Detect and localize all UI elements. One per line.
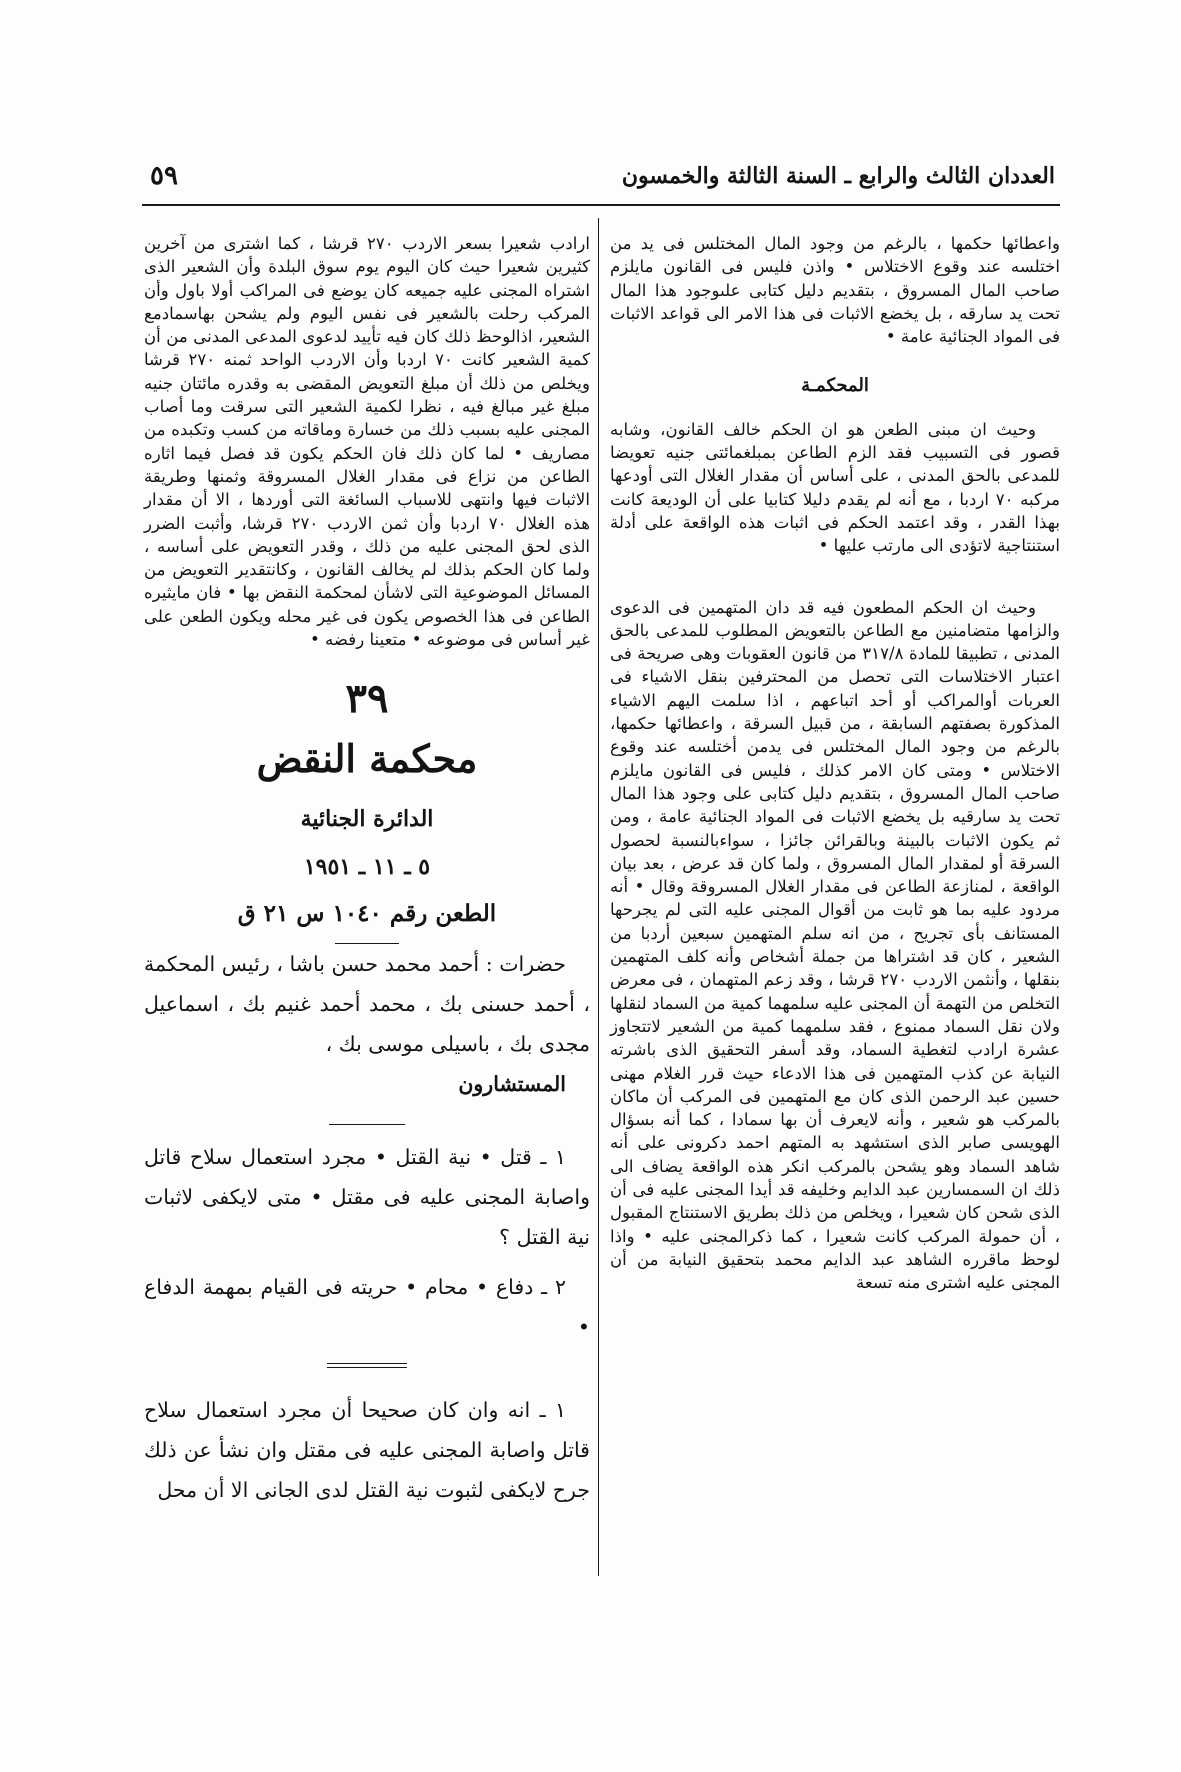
principle-1: ١ ـ انه وان كان صحيحا أن مجرد استعمال سلاح قاتل واصابة المجنى عليه فى مقتل وان نشأ عن ذلك جرح لايكفى لثبوت نية القتل لدى الجانى الا أن محل: [144, 1398, 590, 1503]
right-paragraph-2: وحيث ان مبنى الطعن هو ان الحكم خالف القانون، وشابه قصور فى التسبيب فقد الزم الطاعن بمبلغمائتى جنيه تعويضا للمدعى بالحق المدنى ، على أساس أن مقدار الغلال التى أودعها مركبه ٧٠ اردبا ، مع أنه لم يقدم دليلا كتابيا على أن الوديعة كانت بهذا القدر ، وقد اعتمد الحكم فى اثبات هذه الواقعة على أدلة استنتاجية لاتؤدى الى مارتب عليها •: [610, 419, 1061, 556]
counsellors-label: المستشارون: [458, 1072, 566, 1097]
running-header: [150, 163, 1055, 199]
case-date: ٥ ـ ١١ ـ ١٩٥١: [303, 854, 431, 881]
running-title: العددان الثالث والرابع ـ السنة الثالثة والخمسون: [621, 163, 1055, 189]
case-heading: [144, 671, 590, 944]
summary-item-2: ٢ ـ دفاع • محام • حريته فى القيام بمهمة الدفاع •: [144, 1275, 590, 1340]
summary-item-1: ١ ـ قتل • نية القتل • مجرد استعمال سلاح قاتل واصابة المجنى عليه فى مقتل • متى لايكفى لاثبات نية القتل ؟: [144, 1145, 590, 1250]
right-paragraph-1: واعطائها حكمها ، بالرغم من وجود المال المختلس فى يد من اختلسه عند وقوع الاختلاس • واذن فليس فى القانون مايلزم صاحب المال المسروق ، بتقديم دليل كتابى علىوجود هذا المال تحت يد سارقه ، بل يخضع الاثبات فى هذا الامر الى قواعد الاثبات فى المواد الجنائية عامة •: [610, 234, 1060, 347]
column-divider: [598, 218, 599, 1576]
circuit-name: الدائرة الجنائية: [300, 806, 434, 833]
paragraph-gap: [610, 568, 1060, 596]
page-number: ٥٩: [150, 161, 178, 191]
section-title: المحكمـة: [801, 375, 869, 397]
court-name: محكمة النقض: [256, 736, 478, 782]
header-rule: [142, 204, 1060, 206]
summary-rule: [327, 1363, 407, 1368]
summary-block: [144, 1137, 590, 1347]
left-paragraph-1: ارادب شعيرا بسعر الاردب ٢٧٠ قرشا ، كما اشترى من آخرين كثيرين شعيرا حيث كان اليوم يوم سوق البلدة وأن الشعير الذى اشتراه المجنى عليه جميعه كان يوضع فى المراكب أولا باول وأن المركب رحلت بالشعير فى نفس اليوم ولم يشحن بهاسمادمع الشعير، اذالوحظ ذلك كان فيه تأييد لدعوى المدعى المدنى من أن كمية الشعير كانت ٧٠ اردبا وأن الاردب الواحد ثمنه ٢٧٠ قرشا ويخلص من ذلك أن مبلغ التعويض المقضى به وقدره مائتان جنيه مبلغ غير مبالغ فيه ، نظرا لكمية الشعير التى سرقت وما أصاب المجنى عليه بسبب ذلك من خسارة وماقاته من كسب وتكبده من مصاريف • لما كان ذلك فان الحكم يكون قد فصل فيما اثاره الطاعن من نزاع فى مقدار الغلال المسروقة وثمنها وطريقة الاثبات فيها وانتهى للاسباب السائغة التى أوردها ، الا أن مقدار هذه الغلال ٧٠ اردبا وأن ثمن الاردب ٢٧٠ قرشا، وأثبت الضرر الذى لحق المجنى عليه من ذلك ، وقدر التعويض على أساسه ، ولما كان الحكم بذلك لم يخالف القانون ، وكانتقدير التعويض من المسائل الموضوعية التى لاشأن لمحكمة النقض بها • فان مايثيره الطاعن فى هذا الخصوص يكون فى غير محله ويكون الطعن على غير أساس فى موضوعه • متعينا رفضه •: [144, 234, 590, 650]
bench-block: [144, 944, 590, 1104]
right-paragraph-3: وحيث ان الحكم المطعون فيه قد دان المتهمين فى الدعوى والزامها متضامنين مع الطاعن بالتعويض المطلوب للمدعى بالحق المدنى ، تطبيقا للمادة ٣١٧/٨ من قانون العقوبات وهى صريحة فى اعتبار الاختلاسات التى تحصل من المحترفين بنقل الاشياء فى العربات أوالمراكب أو أحد اتباعهم ، اذا سلمت اليهم الاشياء المذكورة بصفتهم السابقة ، من قبيل السرقة ، واعطائها حكمها، بالرغم من وجود المال المختلس فى يدمن أختلسه عند وقوع الاختلاس • ومتى كان الامر كذلك ، فليس فى القانون مايلزم صاحب المال المسروق ، بتقديم دليل كتابى على وجود هذا المال تحت يد سارقيه بل يخضع الاثبات فى المواد الجنائية عامة ، ومن ثم يكون الاثبات بالبينة وبالقرائن جائزا ، سواءبالنسبة لحصول السرقة أو لمقدار المال المسروق ، ولما كان قد عرض ، بعد بيان الواقعة ، لمنازعة الطاعن فى مقدار الغلال المسروقة وقال • أنه مردود عليه بما هو ثابت من أقوال المجنى عليه التى لم يجرحها المستانف بأى تجريح ، من انه سلم المتهمين سبعين أردبا من الشعير ، كان قد اشتراها من جملة أشخاص وأنه كلف المتهمين بنقلها ، وأنثمن الاردب ٢٧٠ قرشا ، وقد زعم المتهمان ، فى معرض التخلص من التهمة أن المجنى عليه سلمهما كمية من السماد لنقلها ولان نقل السماد ممنوع ، فقد سلمهما كمية من الشعير لاتتجاوز عشرة ارادب لتغطية السماد، وقد أسفر التحقيق الذى باشرته النيابة عن كذب المتهمين فى هذا الادعاء حيث قرر الغلام مهنى حسين عبد الرحمن الذى كان مع المتهمين فى المركب أن ماكان بالمركب هو شعير ، وأنه لايعرف أن بها سمادا ، كما أنه بسؤال الهويسى صابر الذى استشهد به المتهم احمد دكرونى على أنه شاهد السماد وهو يشحن بالمركب انكر هذه الواقعة يضاف الى ذلك ان السمسارين عبد الدايم وخليفه قد أيدا المجنى عليه فى أن الذى شحن كان شعيرا ، ويخلص من ذلك بطريق الاستنتاج المقبول ، أن حمولة المركب كانت شعيرا ، كما ذكرالمجنى عليه • واذا لوحظ ماقرره الشاهد عبد الدايم محمد بتحقيق النيابة من أن المجنى عليه اشترى منه تسعة: [610, 597, 1061, 1293]
left-column: [144, 232, 590, 1510]
right-column: [610, 232, 1060, 1304]
judges-present: حضرات : أحمد محمد حسن باشا ، رئيس المحكمة ، أحمد حسنى بك ، محمد أحمد غنيم بك ، اسماعيل مجدى بك ، باسيلى موسى بك ،: [144, 952, 590, 1057]
case-number: ٣٩: [345, 675, 389, 723]
principle-block: [144, 1390, 590, 1510]
bench-rule: [329, 1124, 405, 1125]
appeal-number: الطعن رقم ١٠٤٠ س ٢١ ق: [237, 900, 497, 928]
